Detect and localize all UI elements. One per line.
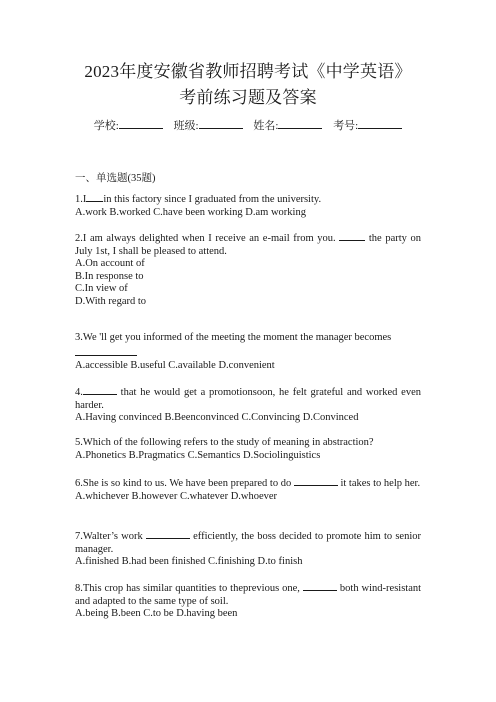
question-3-blank-line xyxy=(75,345,421,361)
question-7-stem-start: 7.Walter’s work xyxy=(75,531,143,542)
question-2-stem-start: 2.I am always delighted when I receive an e-mail from you. xyxy=(75,233,336,244)
answer-blank xyxy=(86,191,103,202)
question-4-stem xyxy=(75,384,421,412)
answer-blank xyxy=(303,580,337,591)
question-8-stem-end: both wind-resistant and adapted to the same type of soil. xyxy=(75,583,422,607)
number-label: 考号: xyxy=(333,120,359,132)
question-8 xyxy=(75,580,421,621)
question-6 xyxy=(75,475,421,503)
question-6-stem-end: it takes to help her. xyxy=(340,478,421,489)
class-field xyxy=(174,120,243,132)
question-4-number: 4. xyxy=(75,387,83,398)
question-5 xyxy=(75,437,421,462)
question-5-stem: 5.Which of the following refers to the study of meaning in abstraction? xyxy=(75,437,374,448)
school-blank xyxy=(119,118,163,129)
page-title: 2023年度安徽省教师招聘考试《中学英语》 xyxy=(84,62,412,81)
section-heading: 一、单选题(35题) xyxy=(75,173,156,184)
question-4 xyxy=(75,384,421,425)
question-4-stem-text: that he would get a promotionsoon, he felt grateful and worked even harder. xyxy=(75,387,422,411)
question-1 xyxy=(75,191,421,219)
name-field xyxy=(253,120,322,132)
student-info-line xyxy=(0,118,496,133)
question-2-stem xyxy=(75,230,421,258)
answer-blank xyxy=(146,528,190,539)
question-2-option-b: B.In response to xyxy=(75,270,144,282)
question-1-options: A.work B.worked C.have been working D.am working xyxy=(75,206,306,218)
question-8-options: A.being B.been C.to be D.having been xyxy=(75,608,238,620)
school-label: 学校: xyxy=(93,120,119,132)
answer-blank xyxy=(83,384,117,395)
question-1-stem xyxy=(75,191,421,207)
class-label: 班级: xyxy=(173,120,199,132)
name-blank xyxy=(278,118,322,129)
question-5-options: A.Phonetics B.Pragmatics C.Semantics D.Sociolinguistics xyxy=(75,449,321,461)
question-3 xyxy=(75,332,421,373)
question-2-stem-end: the party on July 1st, I shall be pleased to attend. xyxy=(75,233,422,257)
class-blank xyxy=(199,118,243,129)
question-7-options: A.finished B.had been finished C.finishing D.to finish xyxy=(75,556,303,568)
question-7-stem-end: efficiently, the boss decided to promote him to senior manager. xyxy=(75,531,421,555)
question-7-stem xyxy=(75,528,421,556)
question-1-stem-end: in this factory since I graduated from the university. xyxy=(103,194,322,205)
question-1-stem-start: 1.I xyxy=(75,194,87,205)
question-2-option-c: C.In view of xyxy=(75,283,128,295)
number-blank xyxy=(358,118,402,129)
question-2 xyxy=(75,230,421,309)
answer-blank xyxy=(294,475,338,486)
question-6-stem xyxy=(75,475,421,491)
answer-blank xyxy=(339,230,365,241)
question-7 xyxy=(75,528,421,569)
question-6-options: A.whichever B.however C.whatever D.whoever xyxy=(75,490,278,502)
question-4-options: A.Having convinced B.Beenconvinced C.Convincing D.Convinced xyxy=(75,412,359,424)
question-2-option-d: D.With regard to xyxy=(75,295,147,307)
question-2-option-a: A.On account of xyxy=(75,258,145,270)
question-3-stem: 3.We 'll get you informed of the meeting the moment the manager becomes xyxy=(75,332,392,343)
school-field xyxy=(94,120,163,132)
question-6-stem-start: 6.She is so kind to us. We have been prepared to do xyxy=(75,478,292,489)
name-label: 姓名: xyxy=(253,120,279,132)
question-8-stem-start: 8.This crop has similar quantities to theprevious one, xyxy=(75,583,300,594)
answer-blank xyxy=(75,345,137,356)
question-3-options: A.accessible B.useful C.available D.convenient xyxy=(75,360,275,372)
number-field xyxy=(333,120,402,132)
question-8-stem xyxy=(75,580,421,608)
page-subtitle: 考前练习题及答案 xyxy=(179,88,317,107)
